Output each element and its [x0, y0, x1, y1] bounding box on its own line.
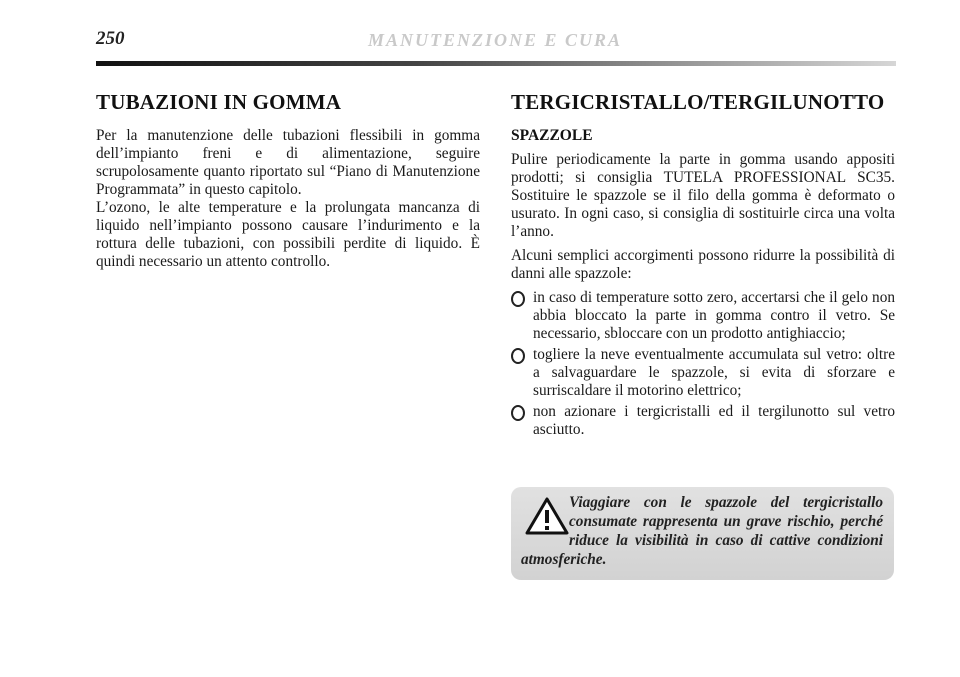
header-rule: [96, 61, 896, 66]
paragraph: Pulire periodicamente la parte in gomma usando appositi prodotti; si consiglia TUTELA PROFESSIONAL SC35. Sostituire le spazzole se il filo della gomma è deformato o usurato. In ogni caso, si consiglia di sostituirle circa una volta l’anno.: [511, 151, 895, 240]
paragraph: L’ozono, le alte temperature e la prolungata mancanza di liquido nell’impianto possono causare l’indurimento e la rottura delle tubazioni, con possibili perdite di liquido. È quindi necessario un attento controllo.: [96, 199, 480, 270]
paragraph: Per la manutenzione delle tubazioni flessibili in gomma dell’impianto freni e di alimentazione, seguire scrupolosamente quanto riportato sul “Piano di Manutenzione Programmata” in questo capitolo.: [96, 127, 480, 198]
page-number: 250: [96, 28, 125, 49]
warning-text: Viaggiare con le spazzole del tergicristallo consumate rappresenta un grave rischio, perché riduce la visibilità in caso di cattive condizioni atmosferiche.: [521, 494, 883, 568]
warning-text-wrap: [521, 493, 883, 569]
left-column: [96, 90, 480, 277]
section-title-tubazioni: TUBAZIONI IN GOMMA: [96, 90, 342, 114]
bullet-icon: [511, 348, 525, 364]
bullet-icon: [511, 405, 525, 421]
warning-box: [511, 487, 894, 580]
list-item: [511, 346, 895, 400]
list-item-text: togliere la neve eventualmente accumulata sul vetro: oltre a salvaguardare le spazzole, si evita di sforzare e surriscaldare il motorino elettrico;: [533, 346, 895, 399]
subsection-title-spazzole: SPAZZOLE: [511, 127, 593, 144]
list-item: [511, 403, 895, 439]
list-item-text: in caso di temperature sotto zero, accertarsi che il gelo non abbia bloccato la parte in gomma contro il vetro. Se necessario, sbloccare con un prodotto antighiaccio;: [533, 289, 895, 342]
running-head: MANUTENZIONE E CURA: [368, 30, 623, 50]
right-column: [511, 90, 895, 442]
section-title-tergicristallo: TERGICRISTALLO/TERGILUNOTTO: [511, 90, 885, 114]
paragraph: Alcuni semplici accorgimenti possono ridurre la possibilità di danni alle spazzole:: [511, 247, 895, 282]
bullet-list: [511, 289, 895, 439]
bullet-icon: [511, 291, 525, 307]
list-item: [511, 289, 895, 343]
list-item-text: non azionare i tergicristalli ed il tergilunotto sul vetro asciutto.: [533, 403, 895, 438]
